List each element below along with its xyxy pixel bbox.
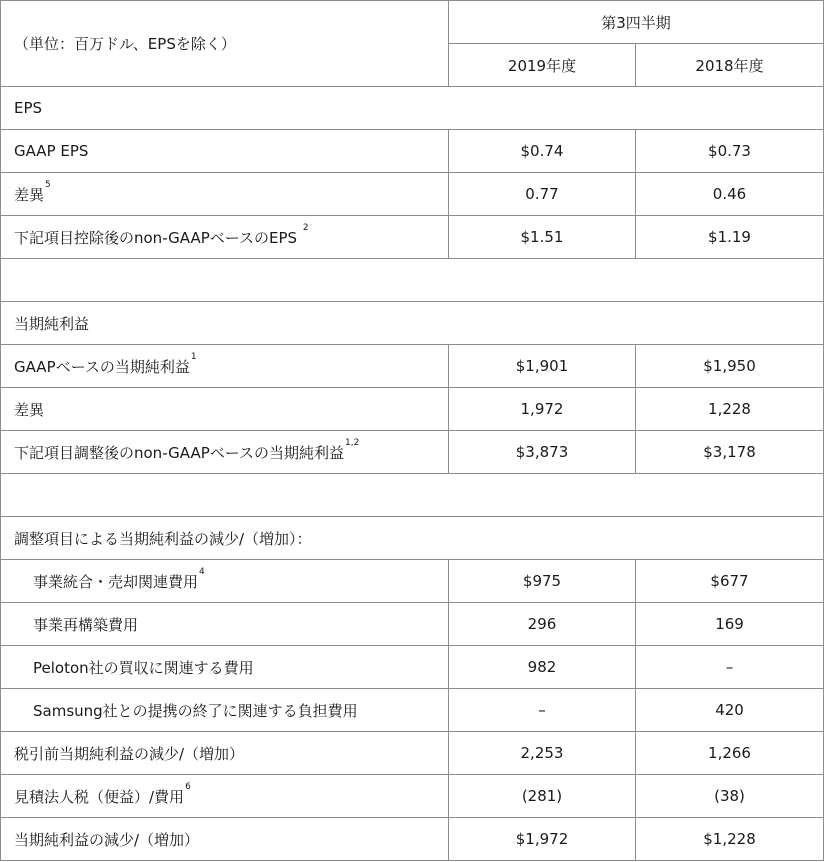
row-label: 事業統合・売却関連費用 [33, 572, 199, 591]
table-row [1, 431, 824, 474]
section-label [1, 302, 824, 345]
row-label-cell [1, 388, 449, 431]
table-row [1, 818, 824, 861]
value-2019: 1,972 [449, 388, 636, 431]
value-2018: $0.73 [636, 130, 824, 173]
table-row [1, 603, 824, 646]
section-row [1, 302, 824, 345]
section-row [1, 474, 824, 517]
row-label: EPS [14, 99, 43, 117]
year-2019-header: 2019年度 [449, 44, 636, 87]
section-row [1, 517, 824, 560]
value-2018: $1,950 [636, 345, 824, 388]
row-label-cell [1, 173, 449, 216]
row-label-cell [1, 431, 449, 474]
row-label-cell [1, 216, 449, 259]
row-label: 見積法人税（便益）/費用 [14, 787, 185, 806]
footnote-marker: 5 [45, 179, 51, 190]
footnote-marker: 6 [185, 781, 191, 792]
section-row [1, 87, 824, 130]
year-2018-header: 2018年度 [636, 44, 824, 87]
table-row [1, 689, 824, 732]
section-row [1, 259, 824, 302]
value-2018: 420 [636, 689, 824, 732]
row-label: 調整項目による当期純利益の減少/（増加）： [14, 529, 312, 548]
row-label: 税引前当期純利益の減少/（増加） [14, 744, 245, 763]
table-row [1, 775, 824, 818]
value-2018: 0.46 [636, 173, 824, 216]
table-row [1, 216, 824, 259]
row-label: Samsung社との提携の終了に関連する負担費用 [33, 701, 358, 720]
period-label: 第3四半期 [449, 1, 824, 44]
row-label: 差異 [14, 185, 45, 204]
value-2019: 982 [449, 646, 636, 689]
value-2018: $1.19 [636, 216, 824, 259]
footnote-marker: 1,2 [345, 437, 360, 448]
table-row [1, 388, 824, 431]
table-row [1, 646, 824, 689]
row-label-cell [1, 732, 449, 775]
row-label-cell [1, 646, 449, 689]
value-2019: $3,873 [449, 431, 636, 474]
units-label: （単位：百万ドル、EPSを除く） [1, 1, 449, 87]
value-2018: 169 [636, 603, 824, 646]
value-2019: 2,253 [449, 732, 636, 775]
footnote-marker: 2 [302, 222, 309, 233]
row-label: 下記項目調整後のnon-GAAPベースの当期純利益 [14, 443, 345, 462]
value-2018: 1,228 [636, 388, 824, 431]
row-label: 差異 [14, 400, 45, 419]
value-2018: $677 [636, 560, 824, 603]
header-row-period [1, 1, 824, 44]
value-2019: $1.51 [449, 216, 636, 259]
section-label [1, 87, 824, 130]
row-label: 下記項目控除後のnon-GAAPベースのEPS [14, 228, 302, 247]
row-label: GAAPベースの当期純利益 [14, 357, 190, 376]
row-label: 当期純利益の減少/（増加） [14, 830, 200, 849]
row-label-cell [1, 818, 449, 861]
value-2018: 1,266 [636, 732, 824, 775]
value-2019: – [449, 689, 636, 732]
row-label: 事業再構築費用 [33, 615, 139, 634]
value-2018: $3,178 [636, 431, 824, 474]
value-2019: (281) [449, 775, 636, 818]
footnote-marker: 1 [190, 351, 197, 362]
row-label-cell [1, 345, 449, 388]
table-row [1, 345, 824, 388]
value-2019: $975 [449, 560, 636, 603]
table-row [1, 560, 824, 603]
row-label-cell [1, 130, 449, 173]
value-2019: 296 [449, 603, 636, 646]
value-2019: 0.77 [449, 173, 636, 216]
row-label: Peloton社の買収に関連する費用 [33, 658, 254, 677]
footnote-marker: 4 [199, 566, 205, 577]
row-label-cell [1, 775, 449, 818]
value-2018: (38) [636, 775, 824, 818]
row-label: 当期純利益 [14, 314, 90, 333]
row-label-cell [1, 603, 449, 646]
section-label [1, 517, 824, 560]
table-row [1, 732, 824, 775]
row-label-cell [1, 560, 449, 603]
table-row [1, 173, 824, 216]
value-2018: – [636, 646, 824, 689]
value-2019: $0.74 [449, 130, 636, 173]
section-label [1, 474, 824, 517]
value-2019: $1,972 [449, 818, 636, 861]
section-label [1, 259, 824, 302]
row-label: GAAP EPS [14, 142, 89, 160]
row-label-cell [1, 689, 449, 732]
value-2019: $1,901 [449, 345, 636, 388]
table-row [1, 130, 824, 173]
value-2018: $1,228 [636, 818, 824, 861]
